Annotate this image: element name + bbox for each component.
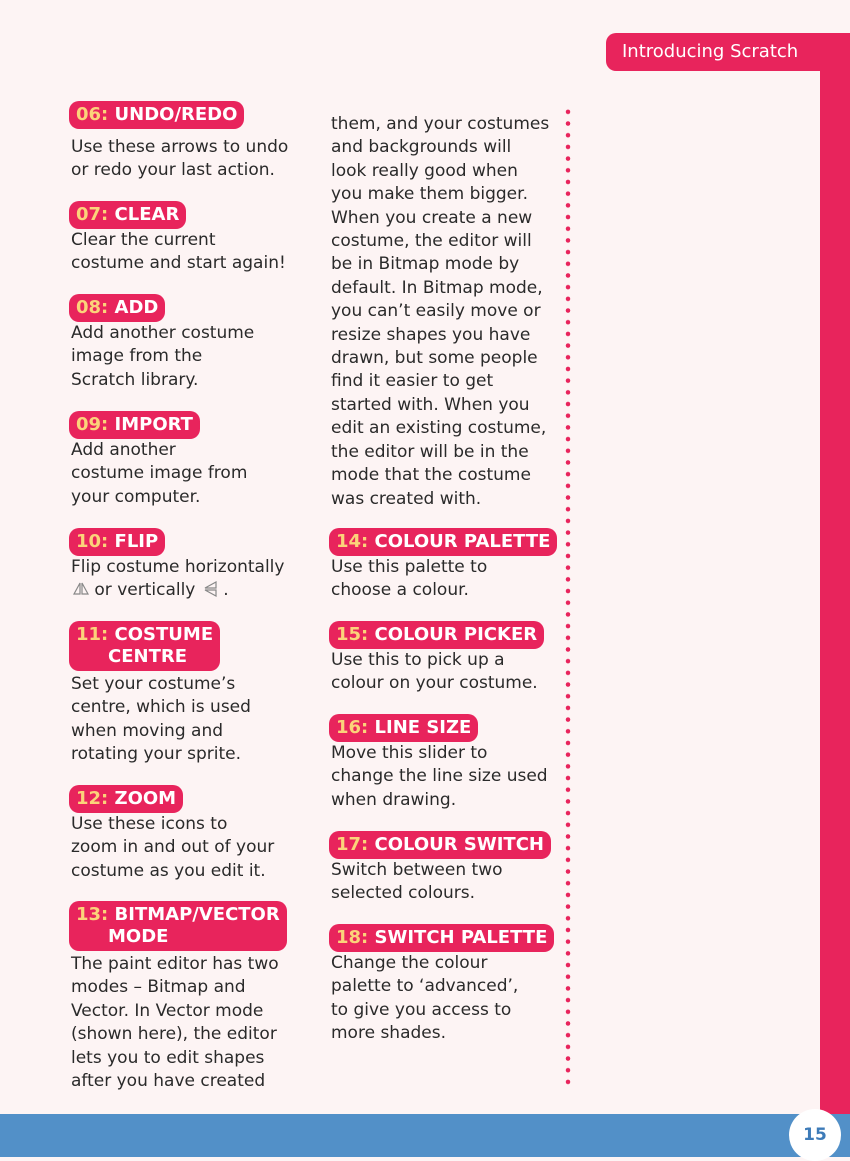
heading-add — [69, 294, 165, 322]
text-line: be in Bitmap mode by — [331, 254, 520, 275]
text-line: costume and start again! — [71, 253, 286, 274]
heading-title: SWITCH PALETTE — [374, 927, 548, 948]
dotted-column-divider — [564, 106, 572, 1088]
text-line: Change the colour — [331, 953, 488, 973]
text-line — [71, 579, 284, 602]
paragraph-colour-switch — [331, 859, 503, 906]
text-line: Flip costume horizontally — [71, 557, 285, 577]
heading-title: FLIP — [114, 531, 159, 552]
text-line: Use these icons to — [71, 814, 228, 834]
footer-bar — [0, 1114, 850, 1157]
text-fragment: or vertically — [94, 580, 196, 601]
text-line: change the line size used — [331, 766, 548, 787]
heading-bitmap-vector-mode — [69, 901, 287, 951]
paragraph-costume-centre — [71, 673, 251, 767]
heading-number: 18: — [336, 927, 369, 948]
paragraph-switch-palette — [331, 952, 518, 1046]
text-line: image from the — [71, 346, 203, 367]
paragraph-bitmap-vector-mode — [71, 953, 279, 1093]
paragraph-import — [71, 439, 247, 509]
heading-number: 07: — [76, 204, 109, 225]
page-number: 15 — [789, 1109, 841, 1161]
text-line: Use these arrows to undo — [71, 137, 289, 157]
text-line: selected colours. — [331, 883, 476, 904]
heading-title: BITMAP/VECTOR — [114, 904, 280, 925]
text-line: (shown here), the editor — [71, 1024, 277, 1045]
text-line: mode that the costume — [331, 465, 531, 486]
text-line: resize shapes you have — [331, 324, 531, 345]
paragraph-bitmap-vector-continued — [331, 113, 549, 511]
text-line: rotating your sprite. — [71, 744, 241, 765]
heading-clear — [69, 201, 186, 229]
text-line: Add another costume — [71, 323, 255, 343]
text-line: costume image from — [71, 463, 248, 484]
heading-number: 14: — [336, 531, 369, 552]
text-line: Use this palette to — [331, 557, 488, 577]
text-line: more shades. — [331, 1023, 446, 1044]
heading-title: LINE SIZE — [374, 717, 472, 738]
text-line: Use this to pick up a — [331, 650, 505, 670]
heading-number: 06: — [76, 104, 109, 125]
paragraph-add — [71, 322, 254, 392]
heading-title: ZOOM — [114, 788, 177, 809]
heading-number: 13: — [76, 904, 109, 925]
text-line: modes – Bitmap and — [71, 977, 246, 998]
heading-switch-palette — [329, 924, 554, 952]
heading-title: COLOUR SWITCH — [374, 834, 544, 855]
text-line: and backgrounds will — [331, 137, 512, 158]
heading-number: 16: — [336, 717, 369, 738]
paragraph-clear — [71, 229, 286, 276]
text-line: you can’t easily move or — [331, 301, 541, 322]
text-line: find it easier to get — [331, 371, 494, 392]
text-line: lets you to edit shapes — [71, 1047, 265, 1068]
text-line: edit an existing costume, — [331, 418, 547, 439]
text-line: your computer. — [71, 486, 201, 507]
text-line: them, and your costumes — [331, 114, 550, 134]
text-line: the editor will be in the — [331, 441, 529, 462]
text-line: palette to ‘advanced’, — [331, 976, 519, 997]
right-edge-bar — [820, 70, 850, 1120]
heading-number: 11: — [76, 624, 109, 645]
heading-number: 17: — [336, 834, 369, 855]
heading-colour-palette — [329, 528, 557, 556]
paragraph-colour-picker — [331, 649, 538, 696]
text-line: was created with. — [331, 488, 482, 509]
flip-vertical-icon — [204, 581, 218, 597]
paragraph-undo-redo — [71, 136, 288, 183]
text-line: Switch between two — [331, 860, 503, 880]
text-line: when moving and — [71, 720, 224, 741]
text-line: default. In Bitmap mode, — [331, 277, 543, 298]
text-line: or redo your last action. — [71, 160, 275, 181]
text-line: you make them bigger. — [331, 184, 528, 205]
text-line: Move this slider to — [331, 743, 488, 763]
heading-title: ADD — [114, 297, 159, 318]
heading-title: COLOUR PICKER — [374, 624, 538, 645]
heading-title-line2: MODE — [108, 926, 169, 947]
heading-line-size — [329, 714, 478, 742]
heading-colour-picker — [329, 621, 544, 649]
paragraph-colour-palette — [331, 556, 487, 603]
heading-title: COLOUR PALETTE — [374, 531, 551, 552]
text-line: When you create a new — [331, 207, 533, 228]
text-line: Set your costume’s — [71, 674, 236, 694]
heading-zoom — [69, 785, 183, 813]
text-line: centre, which is used — [71, 697, 251, 718]
heading-title-line2: CENTRE — [108, 646, 188, 667]
text-line: after you have created — [71, 1071, 266, 1092]
heading-title: UNDO/REDO — [114, 104, 238, 125]
heading-costume-centre — [69, 621, 220, 671]
text-line: to give you access to — [331, 999, 512, 1020]
heading-number: 08: — [76, 297, 109, 318]
heading-colour-switch — [329, 831, 551, 859]
paragraph-line-size — [331, 742, 548, 812]
text-line: choose a colour. — [331, 580, 469, 601]
text-line: Clear the current — [71, 230, 216, 250]
flip-horizontal-icon — [73, 582, 89, 596]
section-header-tab: Introducing Scratch — [606, 33, 850, 71]
text-line: zoom in and out of your — [71, 837, 275, 858]
text-line: colour on your costume. — [331, 673, 538, 694]
text-line: costume as you edit it. — [71, 860, 266, 881]
text-fragment: . — [223, 580, 229, 601]
paragraph-flip — [71, 556, 284, 603]
heading-undo-redo — [69, 101, 244, 129]
heading-number: 10: — [76, 531, 109, 552]
text-line: when drawing. — [331, 789, 457, 810]
text-line: costume, the editor will — [331, 231, 532, 252]
heading-number: 12: — [76, 788, 109, 809]
text-line: started with. When you — [331, 394, 530, 415]
text-line: Add another — [71, 440, 176, 460]
heading-title: IMPORT — [114, 414, 193, 435]
heading-import — [69, 411, 200, 439]
text-line: look really good when — [331, 160, 518, 181]
heading-flip — [69, 528, 165, 556]
heading-title: CLEAR — [114, 204, 180, 225]
text-line: Vector. In Vector mode — [71, 1000, 264, 1021]
text-line: The paint editor has two — [71, 954, 279, 974]
text-line: drawn, but some people — [331, 348, 538, 369]
heading-number: 09: — [76, 414, 109, 435]
heading-number: 15: — [336, 624, 369, 645]
paragraph-zoom — [71, 813, 274, 883]
text-line: Scratch library. — [71, 369, 199, 390]
heading-title: COSTUME — [114, 624, 214, 645]
